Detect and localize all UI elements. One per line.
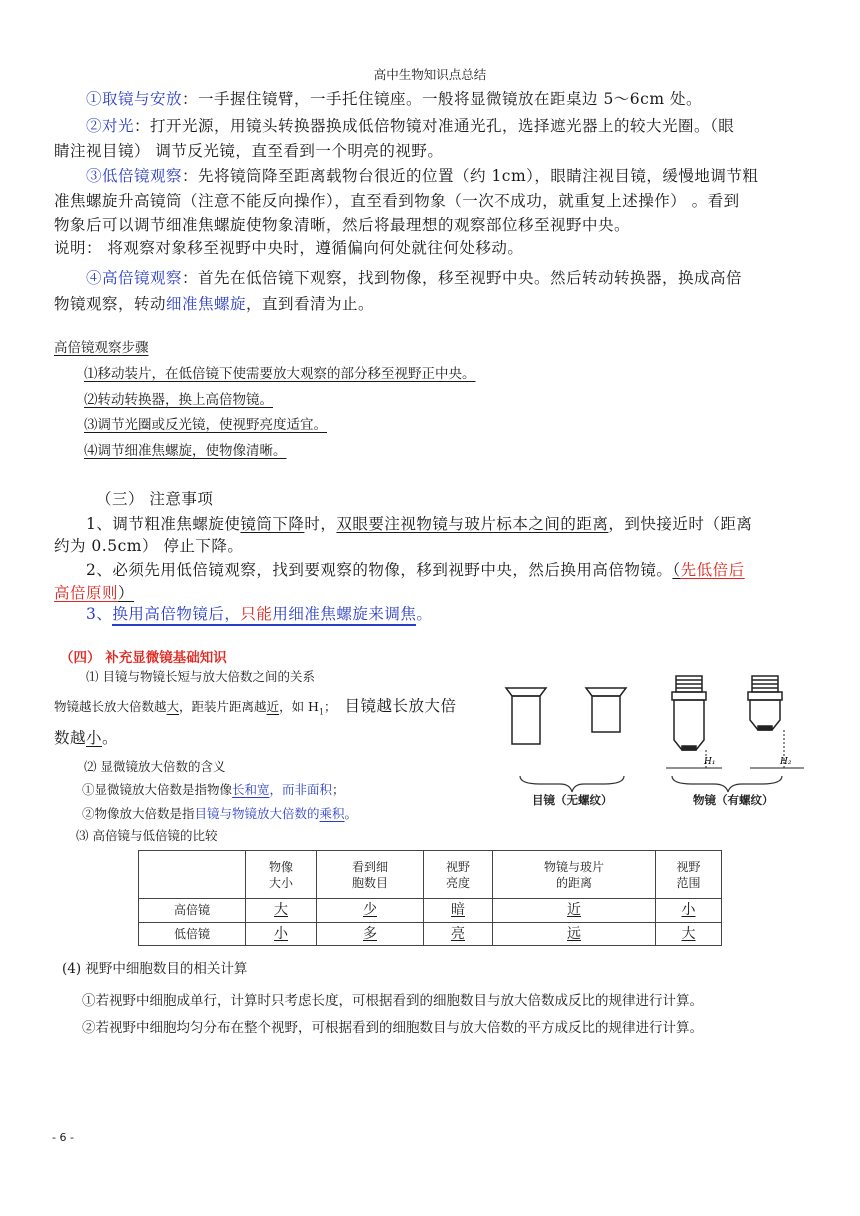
objective-brace [672, 776, 782, 792]
note-2-e: ） [118, 584, 135, 602]
eyepiece-long-icon [506, 688, 546, 744]
table-header-cell: 视野 亮度 [424, 851, 493, 899]
note-2-principle-2: 高倍原则 [54, 584, 119, 602]
note-1-b: 镜筒下降 [240, 515, 305, 533]
note-3-b: 换用高倍物镜后， [112, 605, 240, 626]
note-3-d: 用细准焦螺旋来调焦 [272, 605, 416, 626]
calc-rule-2: ②若视野中细胞均匀分布在整个视野，可根据看到的细胞数目与放大倍数的平方成反比的规律进行计算。 [82, 1020, 703, 1036]
step2-title: ②对光 [86, 117, 135, 135]
step4-fine-focus: 细准焦螺旋 [166, 295, 247, 313]
step4-text-2a: 物镜观察，转动 [54, 295, 167, 313]
table-header-row [139, 851, 722, 899]
high-power-step-3: ⑶调节光圈或反光镜，使视野亮度适宜。 [84, 417, 327, 433]
m2-b: 目镜与物镜放大倍数的 [194, 806, 320, 821]
rel-b: 大 [166, 699, 180, 714]
m1-c: ，而非面积 [269, 782, 333, 797]
relation-line1: 物镜越长放大倍数越大，距装片距离越近，如 $H_1$； 目镜越长放大倍 [54, 697, 457, 717]
m2-a: ②物像放大倍数是指 [82, 806, 195, 821]
table-cell: 大 [656, 922, 722, 946]
step4-title: ④高倍镜观察 [86, 269, 183, 287]
table-cell: 大 [246, 899, 317, 923]
table-cell: 远 [493, 922, 656, 946]
table-row [139, 922, 722, 946]
step2-line1 [86, 114, 734, 136]
note-2-line2 [54, 581, 134, 603]
h2-label: H₂ [780, 757, 792, 767]
note-1-line1 [86, 512, 752, 534]
h2-marker [750, 730, 804, 768]
note-1-line2: 约为 0.5cm） 停止下降。 [54, 537, 244, 555]
note-2-a: 2、必须先用低倍镜观察，找到要观察的物像，移到视野中央，然后换用高倍物镜。 [86, 561, 673, 579]
rel2-b: 小 [86, 729, 103, 747]
comparison-table [138, 850, 722, 946]
page-header-title: 高中生物知识点总结 [373, 67, 487, 82]
rel-f: ； [324, 699, 337, 714]
note-3-line [86, 602, 432, 624]
note-2-principle-1: 先低倍后 [680, 561, 745, 579]
rel-big: 目镜越长放大倍 [344, 697, 457, 715]
rel2-c: 。 [102, 729, 119, 747]
relation-line2 [54, 726, 118, 748]
m1-b: 长和宽 [232, 782, 270, 797]
m1-d: ； [332, 782, 345, 797]
note-1-d: 双眼要注视物镜与玻片标本之间的距离 [336, 515, 609, 533]
step4-line1 [86, 266, 742, 288]
step1-title: ①取镜与安放 [86, 90, 183, 108]
note-2-b: （ [672, 561, 681, 579]
basics-sub3: ⑶ 高倍镜与低倍镜的比较 [76, 828, 218, 843]
note-3-a: 3、 [86, 605, 113, 623]
row-label: 高倍镜 [139, 899, 246, 923]
table-row [139, 899, 722, 923]
eyepiece-brace [520, 776, 624, 792]
meaning-1 [82, 780, 345, 798]
high-power-heading: 高倍镜观察步骤 [54, 340, 149, 356]
high-power-step-1: ⑴移动装片，在低倍镜下使需要放大观察的部分移至视野正中央。 [84, 366, 476, 382]
objective-caption: 物镜（有螺纹） [693, 793, 774, 807]
lens-figure [500, 672, 810, 812]
step4-text-2c: ，直到看清为止。 [246, 295, 375, 313]
note-1-e: ，到快接近时（距离 [608, 515, 753, 533]
table-cell: 近 [493, 899, 656, 923]
notes-heading: （三） 注意事项 [96, 490, 214, 508]
note-3-only: 只能 [240, 605, 272, 626]
step3-line3: 物象后可以调节细准焦螺旋使物象清晰，然后将最理想的观察部位移至视野中央。 [54, 216, 631, 234]
row-label: 低倍镜 [139, 922, 246, 946]
table-header-cell: 视野 范围 [656, 851, 722, 899]
step2-line2: 睛注视目镜） 调节反光镜，直至看到一个明亮的视野。 [54, 142, 444, 160]
step3-text-1: ：先将镜筒降至距离载物台很近的位置（约 1cm），眼睛注视目镜，缓慢地调节粗 [182, 167, 759, 185]
table-header-cell: 物像 大小 [246, 851, 317, 899]
note-3-e: 。 [416, 605, 433, 623]
eyepiece-short-icon [586, 688, 626, 732]
eyepiece-caption: 目镜（无螺纹） [532, 793, 613, 807]
step3-line2: 准焦螺旋升高镜筒（注意不能反向操作），直至看到物象（一次不成功，就重复上述操作） 。看到 [54, 192, 740, 210]
step4-line2 [54, 292, 374, 314]
basics-sub2: ⑵ 显微镜放大倍数的含义 [84, 759, 226, 774]
step3-line1 [86, 164, 758, 186]
high-power-step-4: ⑷调节细准焦螺旋，使物像清晰。 [84, 443, 287, 459]
objective-short-icon [748, 676, 782, 730]
table-cell: 小 [246, 922, 317, 946]
step1-line [86, 87, 702, 109]
m2-d: 。 [344, 806, 358, 821]
step4-text-1: ：首先在低倍镜下观察，找到物像，移至视野中央。然后转动转换器，换成高倍 [182, 269, 743, 287]
calc-rule-1: ①若视野中细胞成单行，计算时只考虑长度，可根据看到的细胞数目与放大倍数成反比的规律进行计算。 [82, 993, 703, 1009]
basics-sub1: ⑴ 目镜与物镜长短与放大倍数之间的关系 [86, 669, 315, 684]
note-line: 说明： 将观察对象移至视野中央时，遵循偏向何处就往何处移动。 [54, 239, 524, 257]
rel2-a: 数越 [54, 729, 87, 747]
rel-a: 物镜越长放大倍数越 [54, 699, 167, 714]
table-cell: 小 [656, 899, 722, 923]
rel-c: ，距装片距离越 [179, 699, 267, 714]
note-1-c: 时， [304, 515, 337, 533]
calc-heading: (4) 视野中细胞数目的相关计算 [62, 961, 248, 977]
h1-label: H₁ [704, 757, 716, 767]
table-header-cell: 物镜与玻片 的距离 [493, 851, 656, 899]
table-cell: 亮 [424, 922, 493, 946]
table-header-cell: 看到细 胞数目 [317, 851, 424, 899]
meaning-2 [82, 804, 357, 822]
m1-a: ①显微镜放大倍数是指物像 [82, 782, 233, 797]
step3-title: ③低倍镜观察 [86, 167, 183, 185]
objective-long-icon [672, 676, 706, 750]
step1-text: ：一手握住镜臂，一手托住镜座。一般将显微镜放在距桌边 5～6cm 处。 [182, 90, 702, 108]
high-power-step-2: ⑵转动转换器，换上高倍物镜。 [84, 392, 273, 408]
rel-e: ，如 H [279, 699, 319, 714]
note-2-line1 [86, 558, 745, 580]
table-cell: 多 [317, 922, 424, 946]
table-cell: 少 [317, 899, 424, 923]
step2-text-1: ：打开光源，用镜头转换器换成低倍物镜对准通光孔，选择遮光器上的较大光圈。（眼 [134, 117, 735, 135]
rel-d: 近 [266, 699, 280, 714]
table-header-cell [139, 851, 246, 899]
table-cell: 暗 [424, 899, 493, 923]
page-number: - 6 - [52, 1131, 74, 1144]
basics-heading: （四） 补充显微镜基础知识 [60, 650, 227, 666]
m2-c: 乘积 [319, 806, 345, 821]
note-1-a: 1、调节粗准焦螺旋使 [86, 515, 241, 533]
